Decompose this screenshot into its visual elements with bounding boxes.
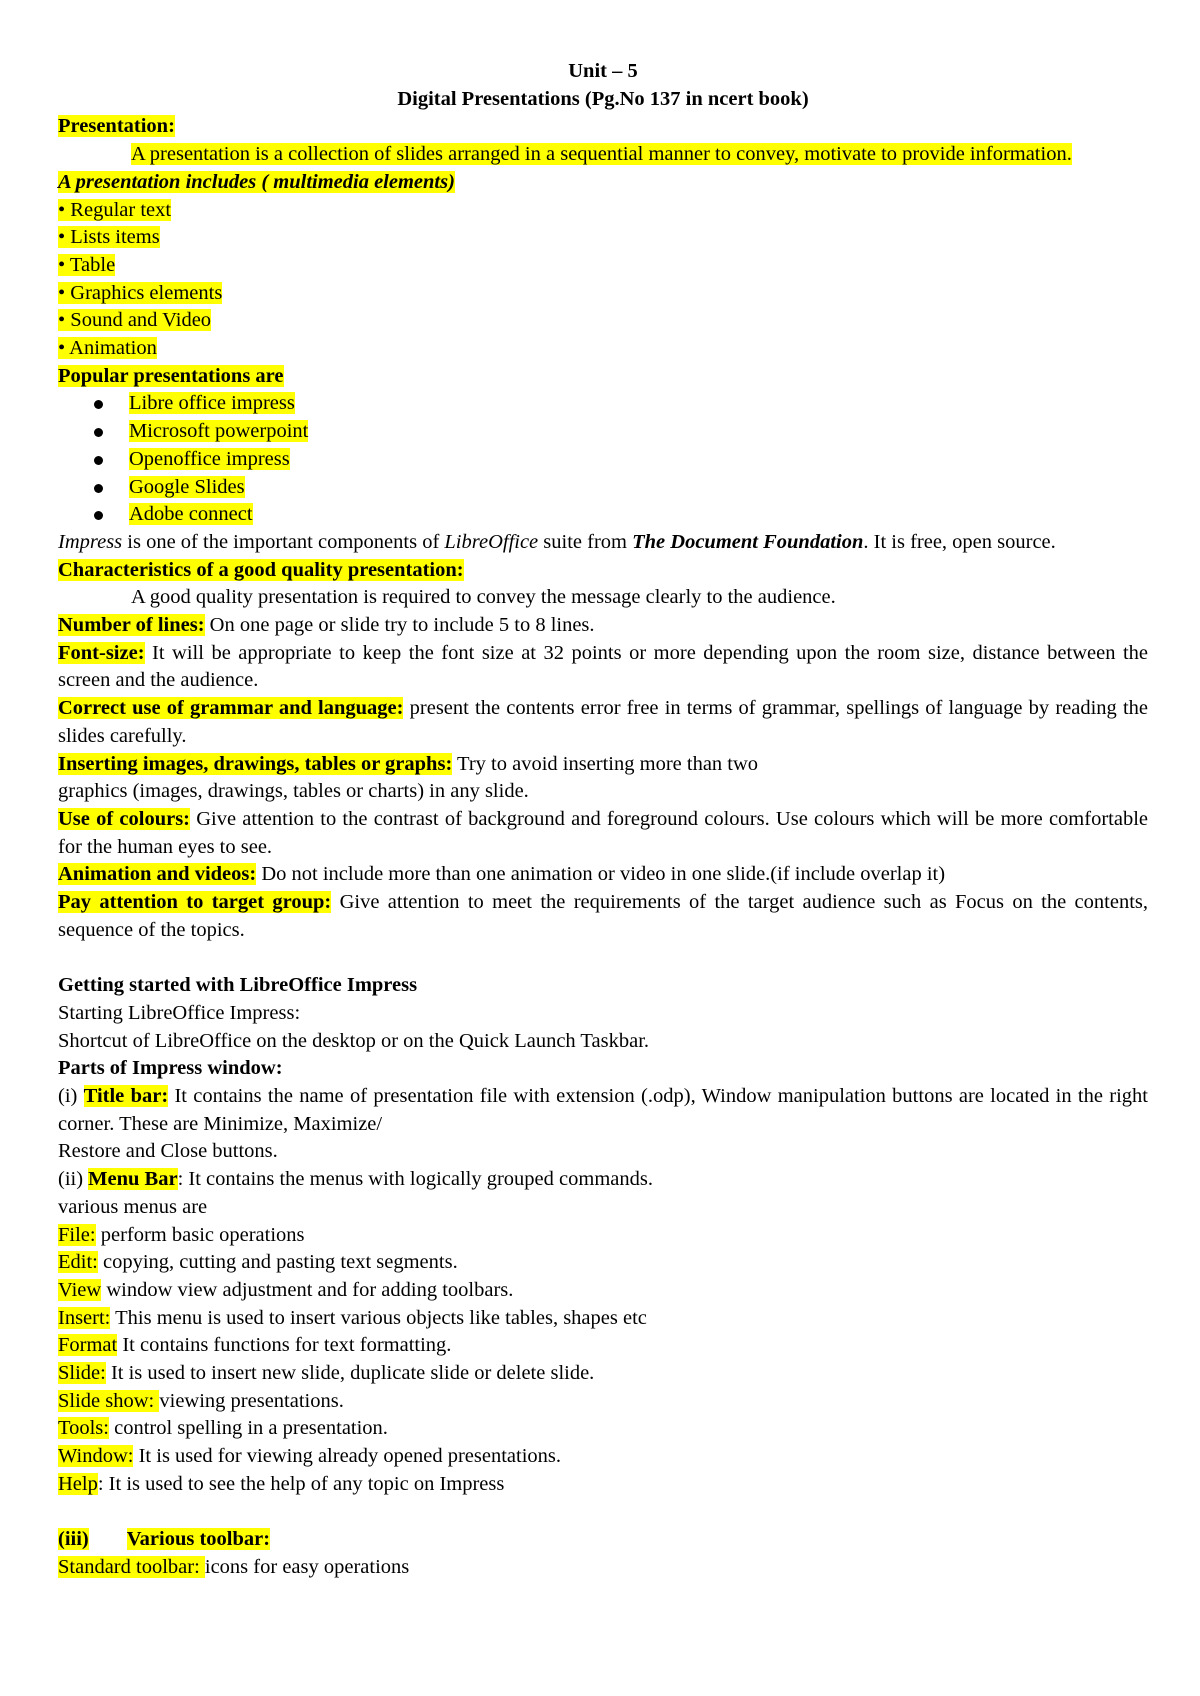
characteristic-label: Use of colours:	[58, 807, 191, 830]
characteristic-text: On one page or slide try to include 5 to 8 lines.	[204, 614, 595, 637]
characteristics-heading	[58, 557, 1148, 585]
menu-item-text: perform basic operations	[95, 1223, 305, 1246]
list-item	[94, 418, 1148, 446]
element-item	[58, 197, 1148, 225]
menu-item	[58, 1305, 1148, 1333]
menu-item-label: Help	[58, 1472, 98, 1495]
element-item	[58, 252, 1148, 280]
characteristics-intro: A good quality presentation is required to convey the message clearly to the audience.	[131, 586, 836, 609]
title-bar-prefix: (i)	[58, 1085, 84, 1107]
list-item-text: Openoffice impress	[129, 447, 290, 470]
menu-item-label: Tools:	[58, 1417, 109, 1440]
foundation-name: The Document Foundation	[632, 530, 864, 553]
list-item	[94, 474, 1148, 502]
menu-item	[58, 1360, 1148, 1388]
element-item-text: • Regular text	[58, 198, 172, 221]
title-bar-continued: Restore and Close buttons.	[58, 1140, 278, 1163]
toolbar-label: Various toolbar:	[126, 1528, 271, 1551]
menu-item-text: copying, cutting and pasting text segments.	[97, 1251, 458, 1274]
characteristic-item	[58, 751, 1148, 779]
menu-item-text: This menu is used to insert various objects like tables, shapes etc	[110, 1306, 647, 1329]
characteristic-item	[58, 806, 1148, 861]
menu-bar-text: : It contains the menus with logically grouped commands.	[177, 1168, 653, 1191]
element-item-text: • Table	[58, 253, 116, 276]
characteristic-item-continued: graphics (images, drawings, tables or charts) in any slide.	[58, 780, 529, 803]
element-item	[58, 224, 1148, 252]
menu-item-label: Slide:	[58, 1362, 106, 1385]
menu-item-text: It contains functions for text formatting.	[117, 1334, 452, 1357]
document-page	[58, 58, 1148, 1582]
menu-item-label: Window:	[58, 1445, 134, 1468]
menu-bar-continued: various menus are	[58, 1195, 208, 1218]
characteristic-label: Font-size:	[58, 641, 145, 664]
characteristic-item	[58, 861, 1148, 889]
list-item-text: Libre office impress	[129, 392, 295, 415]
element-item	[58, 307, 1148, 335]
menu-item	[58, 1471, 1148, 1499]
menu-item-text: It is used for viewing already opened presentations.	[133, 1445, 562, 1468]
standard-toolbar-text: icons for easy operations	[204, 1555, 410, 1578]
menu-item-label: Edit:	[58, 1251, 98, 1274]
includes-heading	[58, 169, 1148, 197]
characteristic-text: Try to avoid inserting more than two	[452, 752, 759, 775]
menu-item-label: Slide show:	[58, 1389, 160, 1412]
element-item-text: • Animation	[58, 337, 157, 360]
menu-item-text: viewing presentations.	[159, 1389, 344, 1412]
list-item	[94, 390, 1148, 418]
menu-item-label: File:	[58, 1223, 96, 1246]
characteristic-item	[58, 640, 1148, 695]
list-item	[94, 446, 1148, 474]
menu-item-label: Insert:	[58, 1306, 111, 1329]
element-item-text: • Lists items	[58, 226, 160, 249]
menu-item	[58, 1249, 1148, 1277]
getting-started-line: Shortcut of LibreOffice on the desktop or on the Quick Launch Taskbar.	[58, 1029, 650, 1052]
title-bar-item	[58, 1083, 1148, 1138]
unit-heading: Unit – 5	[568, 60, 638, 82]
element-item-text: • Graphics elements	[58, 281, 223, 304]
element-item-text: • Sound and Video	[58, 309, 212, 332]
spacer	[58, 1499, 1148, 1527]
impress-note-text-1: is one of the important components of	[122, 530, 445, 553]
menu-bar-label: Menu Bar	[88, 1168, 178, 1191]
getting-started-heading: Getting started with LibreOffice Impress	[58, 974, 418, 997]
characteristic-label: Inserting images, drawings, tables or graphs:	[58, 752, 453, 775]
list-item-text: Adobe connect	[129, 503, 253, 526]
characteristic-item	[58, 889, 1148, 944]
popular-heading	[58, 363, 1148, 391]
title-bar-label: Title bar:	[83, 1085, 169, 1107]
menu-item-label: View	[58, 1278, 102, 1301]
standard-toolbar-label: Standard toolbar:	[58, 1555, 205, 1578]
menu-item	[58, 1443, 1148, 1471]
impress-word: Impress	[58, 530, 123, 553]
parts-heading: Parts of Impress window:	[58, 1057, 283, 1080]
impress-note-text-3: . It is free, open source.	[863, 530, 1056, 553]
characteristic-item	[58, 695, 1148, 750]
presentation-definition	[58, 141, 1148, 169]
characteristic-text: It will be appropriate to keep the font size at 32 points or more depending upon the room size, distance between the screen and the audience.	[58, 641, 1148, 692]
characteristic-item	[58, 612, 1148, 640]
standard-toolbar-item	[58, 1554, 1148, 1582]
characteristic-text: Give attention to the contrast of background and foreground colours. Use colours which will be more comfortable for the human eyes to see.	[58, 807, 1148, 858]
getting-started-line: Starting LibreOffice Impress:	[58, 1001, 301, 1024]
title-bar-text: It contains the name of presentation file with extension (.odp), Window manipulation buttons are located in the right corner. These are Minimize, Maximize/	[58, 1085, 1148, 1135]
libreoffice-word: LibreOffice	[444, 530, 539, 553]
list-item	[94, 501, 1148, 529]
presentation-label: Presentation:	[58, 115, 175, 138]
characteristic-label: Correct use of grammar and language:	[58, 697, 404, 720]
popular-list	[58, 390, 1148, 529]
menu-bar-item	[58, 1166, 1148, 1194]
menu-bar-prefix: (ii)	[58, 1168, 89, 1191]
characteristic-text: Give attention to meet the requirements of the target audience such as Focus on the contents, sequence of the topics.	[58, 891, 1148, 941]
characteristic-text: Do not include more than one animation or video in one slide.(if include overlap it)	[256, 863, 946, 886]
menu-item-text: window view adjustment and for adding toolbars.	[101, 1278, 514, 1301]
characteristics-heading-text: Characteristics of a good quality presentation:	[58, 558, 464, 581]
presentation-heading	[58, 113, 1148, 141]
popular-heading-text: Popular presentations are	[58, 364, 284, 387]
impress-note-text-2: suite from	[538, 530, 633, 553]
includes-heading-text: A presentation includes ( multimedia elements)	[58, 170, 455, 193]
page-title: Digital Presentations (Pg.No 137 in ncert book)	[397, 87, 809, 110]
list-item-text: Microsoft powerpoint	[129, 420, 309, 443]
menu-item	[58, 1277, 1148, 1305]
menu-item-text: It is used to insert new slide, duplicate slide or delete slide.	[105, 1362, 595, 1385]
menu-item-label: Format	[58, 1334, 118, 1357]
menu-item	[58, 1388, 1148, 1416]
characteristic-label: Animation and videos:	[58, 863, 257, 886]
element-item	[58, 335, 1148, 363]
menu-item	[58, 1222, 1148, 1250]
toolbar-number: (iii)	[58, 1528, 89, 1551]
menu-item-text: control spelling in a presentation.	[108, 1417, 388, 1440]
element-item	[58, 280, 1148, 308]
menu-item	[58, 1415, 1148, 1443]
impress-note	[58, 529, 1148, 557]
characteristic-label: Number of lines:	[58, 614, 205, 637]
list-item-text: Google Slides	[129, 475, 245, 498]
characteristic-text: present the contents error free in terms of grammar, spellings of language by reading the slides carefully.	[58, 697, 1148, 747]
menu-item-text: : It is used to see the help of any topic on Impress	[97, 1472, 505, 1495]
presentation-definition-text: A presentation is a collection of slides arranged in a sequential manner to convey, motivate to provide information.	[131, 143, 1072, 166]
characteristic-label: Pay attention to target group:	[58, 891, 332, 914]
spacer	[58, 945, 1148, 973]
menu-item	[58, 1332, 1148, 1360]
toolbar-heading	[58, 1526, 1148, 1554]
